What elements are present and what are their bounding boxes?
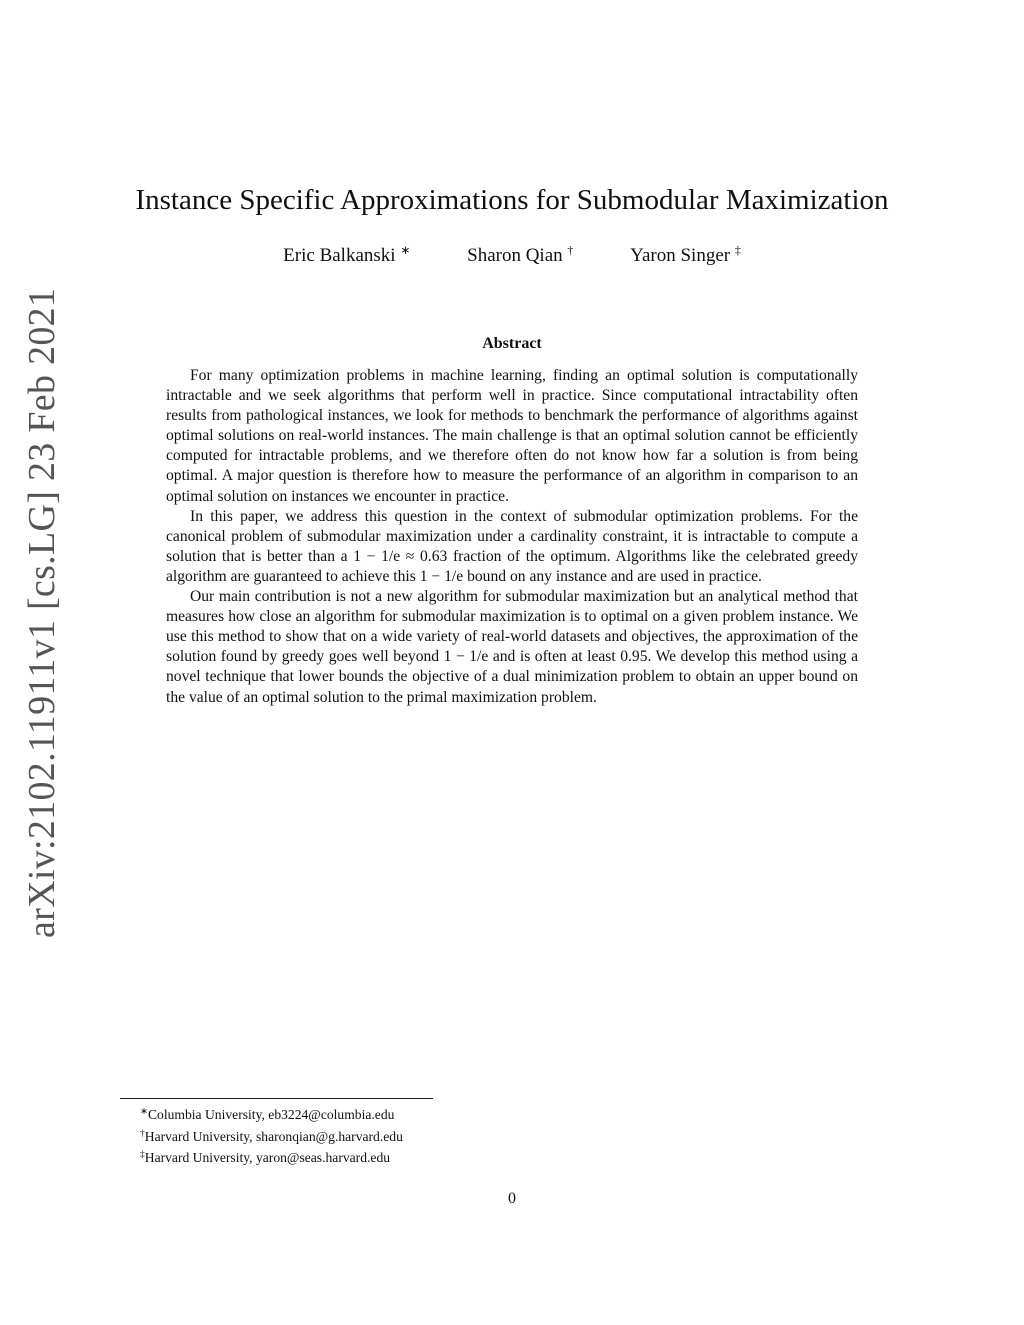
footnote-3 bbox=[140, 1146, 403, 1168]
author-3-name: Yaron Singer bbox=[630, 245, 731, 266]
page-number: 0 bbox=[508, 1190, 516, 1207]
paper-title: Instance Specific Approximations for Submodular Maximization bbox=[135, 184, 889, 216]
author-1 bbox=[283, 243, 410, 267]
footnote-divider bbox=[120, 1098, 433, 1099]
footnote-1-text: Columbia University, eb3224@columbia.edu bbox=[147, 1107, 395, 1122]
abstract-heading: Abstract bbox=[482, 335, 542, 352]
author-3-footnote-mark[interactable]: ‡ bbox=[734, 243, 741, 257]
arxiv-identifier-stamp: arXiv:2102.11911v1 [cs.LG] 23 Feb 2021 bbox=[21, 287, 63, 938]
footnotes bbox=[140, 1103, 403, 1168]
author-1-footnote-mark[interactable]: ∗ bbox=[400, 243, 411, 257]
footnote-2-text: Harvard University, sharonqian@g.harvard.edu bbox=[144, 1128, 403, 1144]
footnote-3-mark: ‡ bbox=[140, 1150, 145, 1161]
author-list bbox=[0, 243, 1024, 267]
footnote-1-mark: ∗ bbox=[140, 1107, 148, 1117]
author-2-footnote-mark[interactable]: † bbox=[567, 243, 574, 257]
abstract-paragraph-2: In this paper, we address this question in the context of submodular optimization problems. For the canonical problem of submodular maximization under a cardinality constraint, it is intractable to compute a solution that is better than a 1 − 1/e ≈ 0.63 fraction of the optimum. Algorithms like the celebrated greedy algorithm are guaranteed to achieve this 1 − 1/e bound on any instance and are used in practice. bbox=[166, 507, 858, 585]
abstract-paragraph-3: Our main contribution is not a new algorithm for submodular maximization but an analytical method that measures how close an algorithm for submodular maximization is to optimal on a given problem instance. We use this method to show that on a wide variety of real-world datasets and objectives, the approximation of the solution found by greedy goes well beyond 1 − 1/e and is often at least 0.95. We develop this method using a novel technique that lower bounds the objective of a dual minimization problem to obtain an upper bound on the value of an optimal solution to the primal maximization problem. bbox=[166, 588, 858, 706]
footnote-3-text: Harvard University, yaron@seas.harvard.edu bbox=[144, 1150, 391, 1166]
author-2 bbox=[467, 243, 573, 267]
author-2-name: Sharon Qian bbox=[467, 245, 563, 266]
footnote-2 bbox=[140, 1125, 403, 1147]
author-3 bbox=[630, 243, 741, 267]
footnote-2-mark: † bbox=[140, 1128, 145, 1139]
abstract-body bbox=[166, 366, 858, 708]
abstract-paragraph-1: For many optimization problems in machine learning, finding an optimal solution is computationally intractable and we seek algorithms that perform well in practice. Since computational intractability often results from pathological instances, we look for methods to benchmark the performance of algorithms against optimal solutions on real-world instances. The main challenge is that an optimal solution cannot be efficiently computed for intractable problems, and we therefore often do not know how far a solution is from being optimal. A major question is therefore how to measure the performance of an algorithm in comparison to an optimal solution on instances we encounter in practice. bbox=[166, 367, 858, 505]
footnote-1 bbox=[140, 1103, 403, 1125]
author-1-name: Eric Balkanski bbox=[283, 245, 396, 266]
